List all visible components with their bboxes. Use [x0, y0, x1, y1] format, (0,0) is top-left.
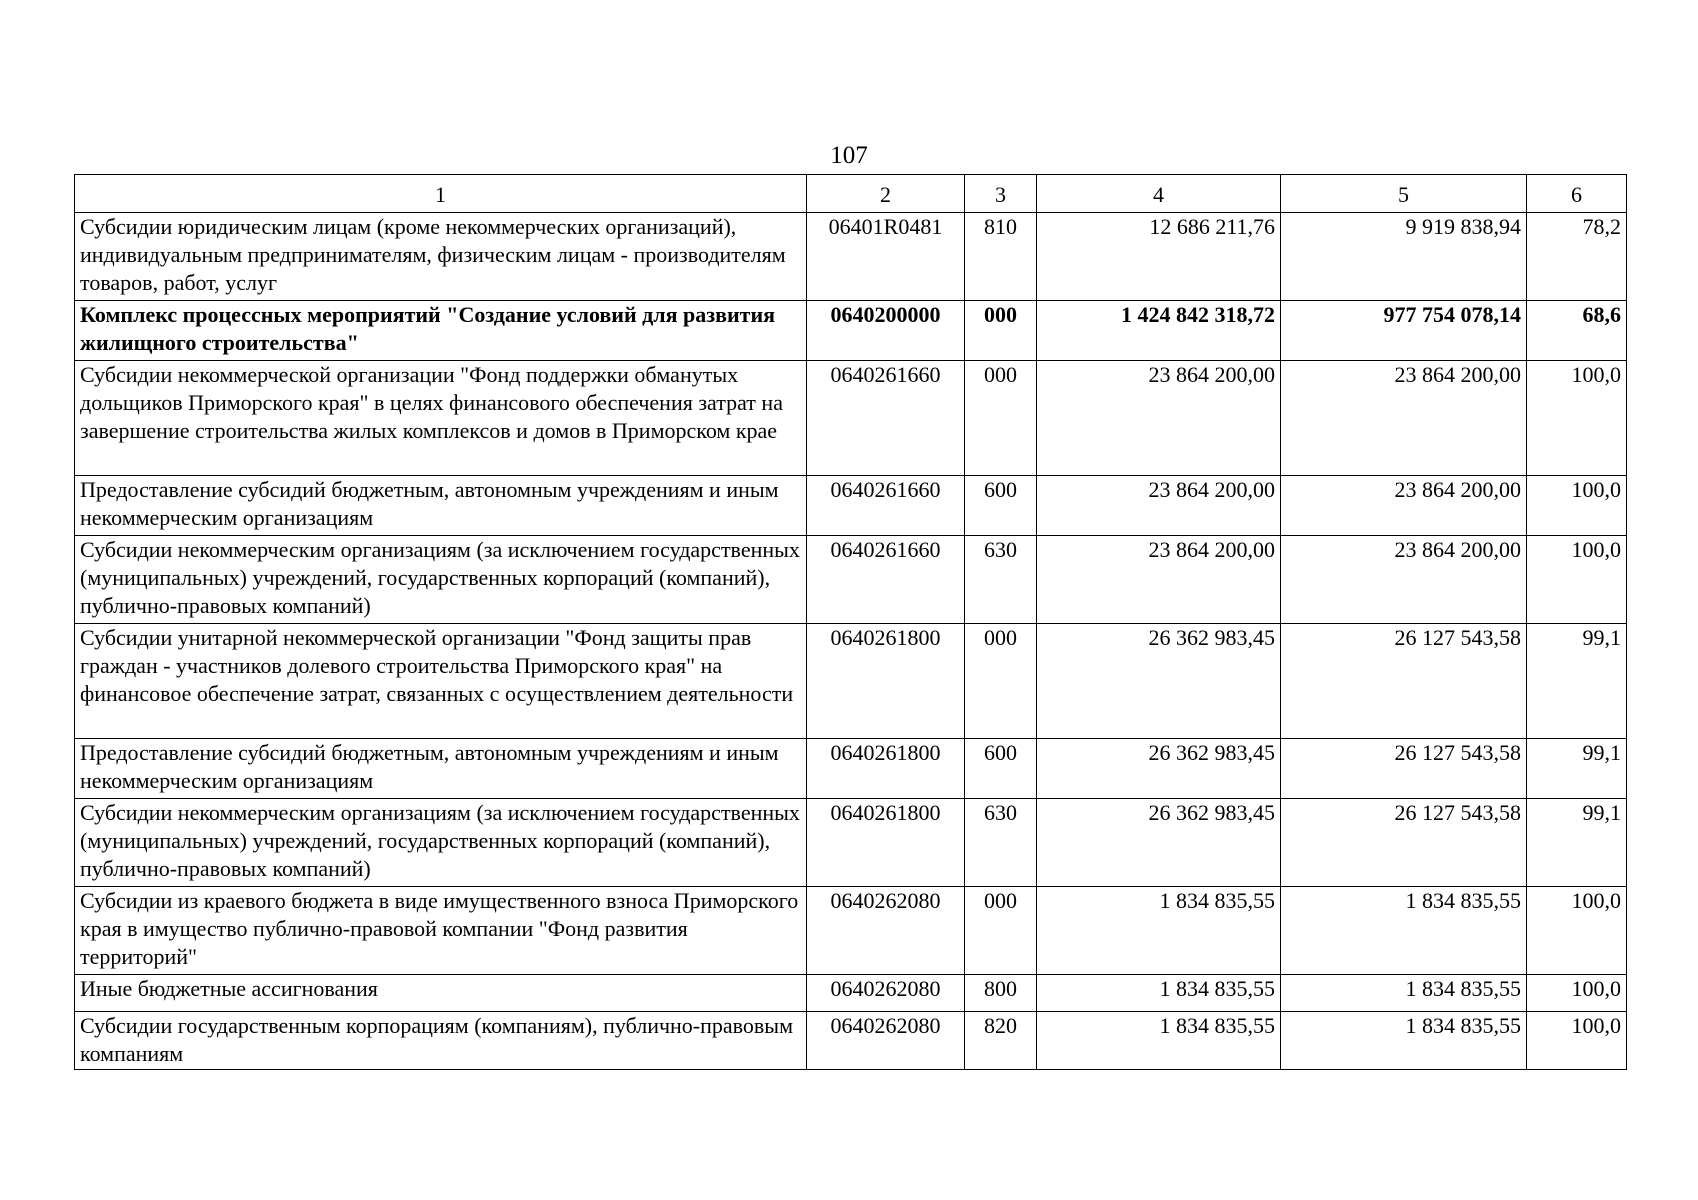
row-code: 06401R0481: [807, 213, 965, 301]
row-type: 000: [965, 361, 1037, 476]
row-name: Субсидии некоммерческим организациям (за исключением государственных (муниципальных) учреждений, государственных корпораций (компаний), публично-правовых компаний): [75, 799, 807, 887]
row-percent: 68,6: [1527, 301, 1627, 361]
row-actual: 26 127 543,58: [1281, 624, 1527, 739]
row-type: 630: [965, 536, 1037, 624]
row-actual: 26 127 543,58: [1281, 799, 1527, 887]
row-planned: 12 686 211,76: [1037, 213, 1281, 301]
row-planned: 1 424 842 318,72: [1037, 301, 1281, 361]
row-name: Иные бюджетные ассигнования: [75, 975, 807, 1012]
table-row: [75, 476, 1627, 536]
row-actual: 9 919 838,94: [1281, 213, 1527, 301]
row-actual: 23 864 200,00: [1281, 476, 1527, 536]
row-percent: 100,0: [1527, 536, 1627, 624]
row-type: 000: [965, 301, 1037, 361]
row-name: Субсидии унитарной некоммерческой организации "Фонд защиты прав граждан - участников долевого строительства Приморского края" на финансовое обеспечение затрат, связанных с осуществлением деятельности: [75, 624, 807, 739]
row-code: 0640261800: [807, 624, 965, 739]
table-row: [75, 887, 1627, 975]
table-row: [75, 361, 1627, 476]
row-type: 630: [965, 799, 1037, 887]
row-planned: 1 834 835,55: [1037, 975, 1281, 1012]
row-actual: 23 864 200,00: [1281, 536, 1527, 624]
row-planned: 23 864 200,00: [1037, 476, 1281, 536]
budget-table: [74, 174, 1627, 1070]
row-actual: 23 864 200,00: [1281, 361, 1527, 476]
column-header-2: 2: [807, 175, 965, 213]
row-code: 0640262080: [807, 975, 965, 1012]
row-name: Субсидии государственным корпорациям (компаниям), публично-правовым компаниям: [75, 1012, 807, 1070]
row-code: 0640262080: [807, 1012, 965, 1070]
column-header-4: 4: [1037, 175, 1281, 213]
row-percent: 100,0: [1527, 1012, 1627, 1070]
row-code: 0640261660: [807, 361, 965, 476]
row-percent: 99,1: [1527, 799, 1627, 887]
row-planned: 1 834 835,55: [1037, 1012, 1281, 1070]
row-name: Субсидии из краевого бюджета в виде имущественного взноса Приморского края в имущество публично-правовой компании "Фонд развития территорий": [75, 887, 807, 975]
row-type: 820: [965, 1012, 1037, 1070]
row-percent: 100,0: [1527, 361, 1627, 476]
row-name: Предоставление субсидий бюджетным, автономным учреждениям и иным некоммерческим организациям: [75, 476, 807, 536]
row-actual: 1 834 835,55: [1281, 1012, 1527, 1070]
row-percent: 99,1: [1527, 739, 1627, 799]
row-code: 0640262080: [807, 887, 965, 975]
row-type: 800: [965, 975, 1037, 1012]
row-percent: 78,2: [1527, 213, 1627, 301]
column-header-1: 1: [75, 175, 807, 213]
row-code: 0640200000: [807, 301, 965, 361]
row-name: Субсидии юридическим лицам (кроме некоммерческих организаций), индивидуальным предпринимателям, физическим лицам - производителям товаров, работ, услуг: [75, 213, 807, 301]
row-name: Субсидии некоммерческим организациям (за исключением государственных (муниципальных) учреждений, государственных корпораций (компаний), публично-правовых компаний): [75, 536, 807, 624]
row-type: 600: [965, 739, 1037, 799]
row-planned: 23 864 200,00: [1037, 536, 1281, 624]
table-row: [75, 975, 1627, 1012]
column-number-row: [75, 175, 1627, 213]
table-row: [75, 536, 1627, 624]
row-actual: 977 754 078,14: [1281, 301, 1527, 361]
row-planned: 26 362 983,45: [1037, 799, 1281, 887]
row-percent: 100,0: [1527, 975, 1627, 1012]
column-header-6: 6: [1527, 175, 1627, 213]
row-actual: 26 127 543,58: [1281, 739, 1527, 799]
row-planned: 26 362 983,45: [1037, 624, 1281, 739]
row-planned: 23 864 200,00: [1037, 361, 1281, 476]
table-row: [75, 739, 1627, 799]
row-type: 000: [965, 887, 1037, 975]
row-actual: 1 834 835,55: [1281, 887, 1527, 975]
row-percent: 100,0: [1527, 887, 1627, 975]
page-number: 107: [830, 142, 868, 169]
row-planned: 26 362 983,45: [1037, 739, 1281, 799]
row-code: 0640261800: [807, 739, 965, 799]
column-header-5: 5: [1281, 175, 1527, 213]
row-planned: 1 834 835,55: [1037, 887, 1281, 975]
row-type: 600: [965, 476, 1037, 536]
row-code: 0640261660: [807, 536, 965, 624]
row-code: 0640261800: [807, 799, 965, 887]
row-percent: 100,0: [1527, 476, 1627, 536]
row-type: 000: [965, 624, 1037, 739]
row-type: 810: [965, 213, 1037, 301]
table-row: [75, 1012, 1627, 1070]
row-percent: 99,1: [1527, 624, 1627, 739]
table-row: [75, 799, 1627, 887]
row-code: 0640261660: [807, 476, 965, 536]
table-row: [75, 624, 1627, 739]
row-name: Комплекс процессных мероприятий "Создание условий для развития жилищного строительства": [75, 301, 807, 361]
row-name: Предоставление субсидий бюджетным, автономным учреждениям и иным некоммерческим организациям: [75, 739, 807, 799]
row-actual: 1 834 835,55: [1281, 975, 1527, 1012]
column-header-3: 3: [965, 175, 1037, 213]
table-row: [75, 213, 1627, 301]
row-name: Субсидии некоммерческой организации "Фонд поддержки обманутых дольщиков Приморского края" в целях финансового обеспечения затрат на завершение строительства жилых комплексов и домов в Приморском крае: [75, 361, 807, 476]
table-row-section: [75, 301, 1627, 361]
